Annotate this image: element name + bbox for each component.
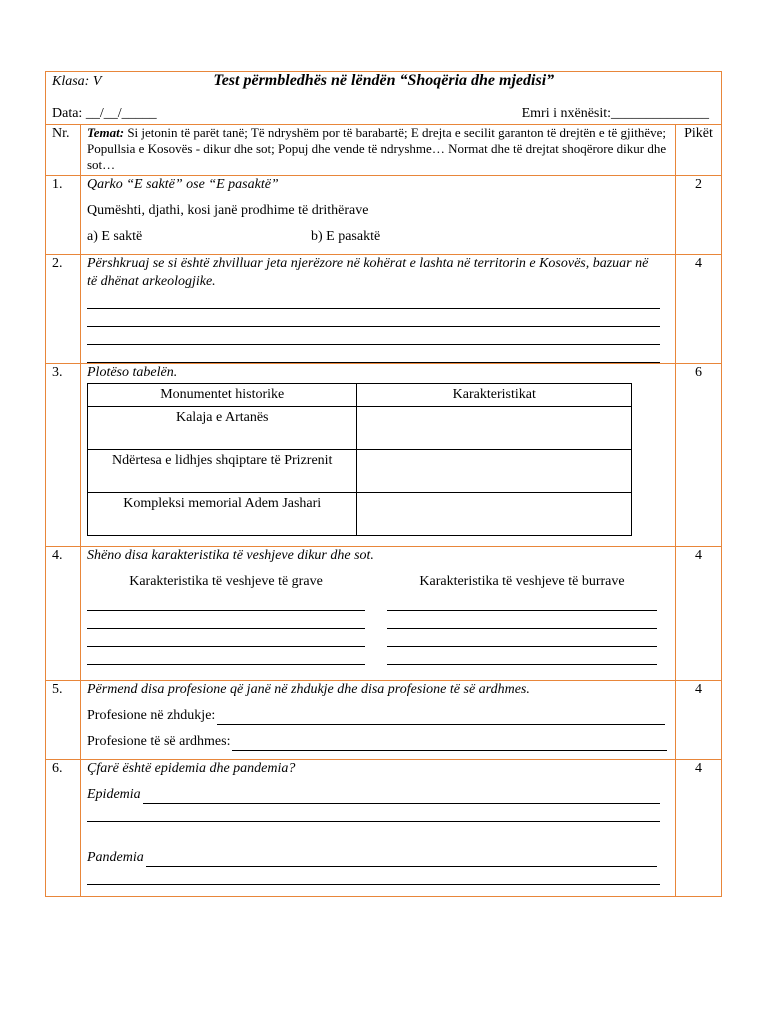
- question-4: [46, 547, 722, 681]
- characteristics-cell[interactable]: [357, 493, 632, 536]
- student-name-field[interactable]: Emri i nxënësit:______________: [521, 106, 710, 121]
- epidemic-field[interactable]: [143, 788, 660, 804]
- q4-points: 4: [676, 547, 722, 681]
- answer-line[interactable]: [387, 629, 657, 647]
- q3-number: 3.: [46, 364, 81, 547]
- q4-number: 4.: [46, 547, 81, 681]
- epidemic-label: Epidemia: [87, 787, 141, 802]
- monuments-column-header: Monumentet historike: [88, 384, 357, 407]
- answer-line[interactable]: [87, 804, 660, 822]
- date-field[interactable]: Data: __/__/_____: [52, 106, 157, 121]
- q5-number: 5.: [46, 681, 81, 760]
- pandemic-field[interactable]: [146, 851, 657, 867]
- answer-line[interactable]: [387, 593, 657, 611]
- question-5: [46, 681, 722, 760]
- answer-line[interactable]: [87, 647, 365, 665]
- q1-instruction: Qarko “E saktë” ose “E pasaktë”: [87, 177, 279, 192]
- question-3: [46, 364, 722, 547]
- q5-instruction: Përmend disa profesione që janë në zhdukje dhe disa profesione të së ardhmes.: [87, 682, 530, 697]
- q2-number: 2.: [46, 255, 81, 364]
- answer-line[interactable]: [87, 309, 660, 327]
- q1-number: 1.: [46, 176, 81, 255]
- monument-name: Ndërtesa e lidhjes shqiptare të Prizrenit: [88, 450, 357, 493]
- q1-option-b[interactable]: b) E pasaktë: [311, 229, 381, 244]
- answer-line[interactable]: [87, 593, 365, 611]
- test-sheet: [45, 71, 721, 897]
- answer-line[interactable]: [387, 647, 657, 665]
- question-6: [46, 760, 722, 897]
- monuments-table: [87, 383, 632, 536]
- answer-line[interactable]: [87, 629, 365, 647]
- test-table: [45, 71, 722, 897]
- q3-points: 6: [676, 364, 722, 547]
- answer-line[interactable]: [87, 345, 660, 363]
- q6-number: 6.: [46, 760, 81, 897]
- men-clothing-heading: Karakteristika të veshjeve të burrave: [419, 574, 625, 589]
- future-professions-label: Profesione të së ardhmes:: [87, 734, 231, 749]
- q2-points: 4: [676, 255, 722, 364]
- answer-line[interactable]: [387, 611, 657, 629]
- class-label: Klasa: V: [52, 74, 102, 89]
- test-title: Test përmbledhës në lëndën “Shoqëria dhe mjedisi”: [213, 72, 555, 89]
- q3-instruction: Plotëso tabelën.: [87, 365, 178, 380]
- q6-points: 4: [676, 760, 722, 897]
- header-row: [46, 72, 722, 125]
- q4-instruction: Shëno disa karakteristika të veshjeve dikur dhe sot.: [87, 548, 374, 563]
- topics-row: [46, 125, 722, 176]
- question-1: [46, 176, 722, 255]
- q1-statement: Qumështi, djathi, kosi janë prodhime të drithërave: [87, 203, 369, 218]
- answer-line[interactable]: [87, 327, 660, 345]
- monument-name: Kompleksi memorial Adem Jashari: [88, 493, 357, 536]
- characteristics-column-header: Karakteristikat: [357, 384, 632, 407]
- q1-points: 2: [676, 176, 722, 255]
- topics-text: Si jetonin të parët tanë; Të ndryshëm por të barabartë; E drejta e secilit garanton të drejtën e të gjithëve; Popullsia e Kosovës - dikur dhe sot; Popuj dhe vende të ndryshme… Normat dhe të drejtat shoqërore dikur dhe sot…: [87, 125, 667, 172]
- q2-instruction: Përshkruaj se si është zhvilluar jeta njerëzore në kohërat e lashta në territorin e Kosovës, bazuar në të dhënat arkeologjike.: [87, 256, 649, 289]
- characteristics-cell[interactable]: [357, 450, 632, 493]
- topics-label: Temat:: [87, 125, 125, 140]
- q6-instruction: Çfarë është epidemia dhe pandemia?: [87, 761, 296, 776]
- answer-line[interactable]: [87, 611, 365, 629]
- women-clothing-heading: Karakteristika të veshjeve të grave: [129, 574, 323, 589]
- q5-points: 4: [676, 681, 722, 760]
- question-2: [46, 255, 722, 364]
- disappearing-professions-label: Profesione në zhdukje:: [87, 708, 216, 723]
- points-header: Pikët: [676, 125, 722, 176]
- answer-line[interactable]: [87, 867, 660, 885]
- monument-name: Kalaja e Artanës: [88, 407, 357, 450]
- disappearing-professions-field[interactable]: [217, 709, 665, 725]
- pandemic-label: Pandemia: [87, 850, 144, 865]
- characteristics-cell[interactable]: [357, 407, 632, 450]
- future-professions-field[interactable]: [232, 735, 667, 751]
- nr-header: Nr.: [46, 125, 81, 176]
- answer-line[interactable]: [87, 291, 660, 309]
- q1-option-a[interactable]: a) E saktë: [87, 229, 143, 244]
